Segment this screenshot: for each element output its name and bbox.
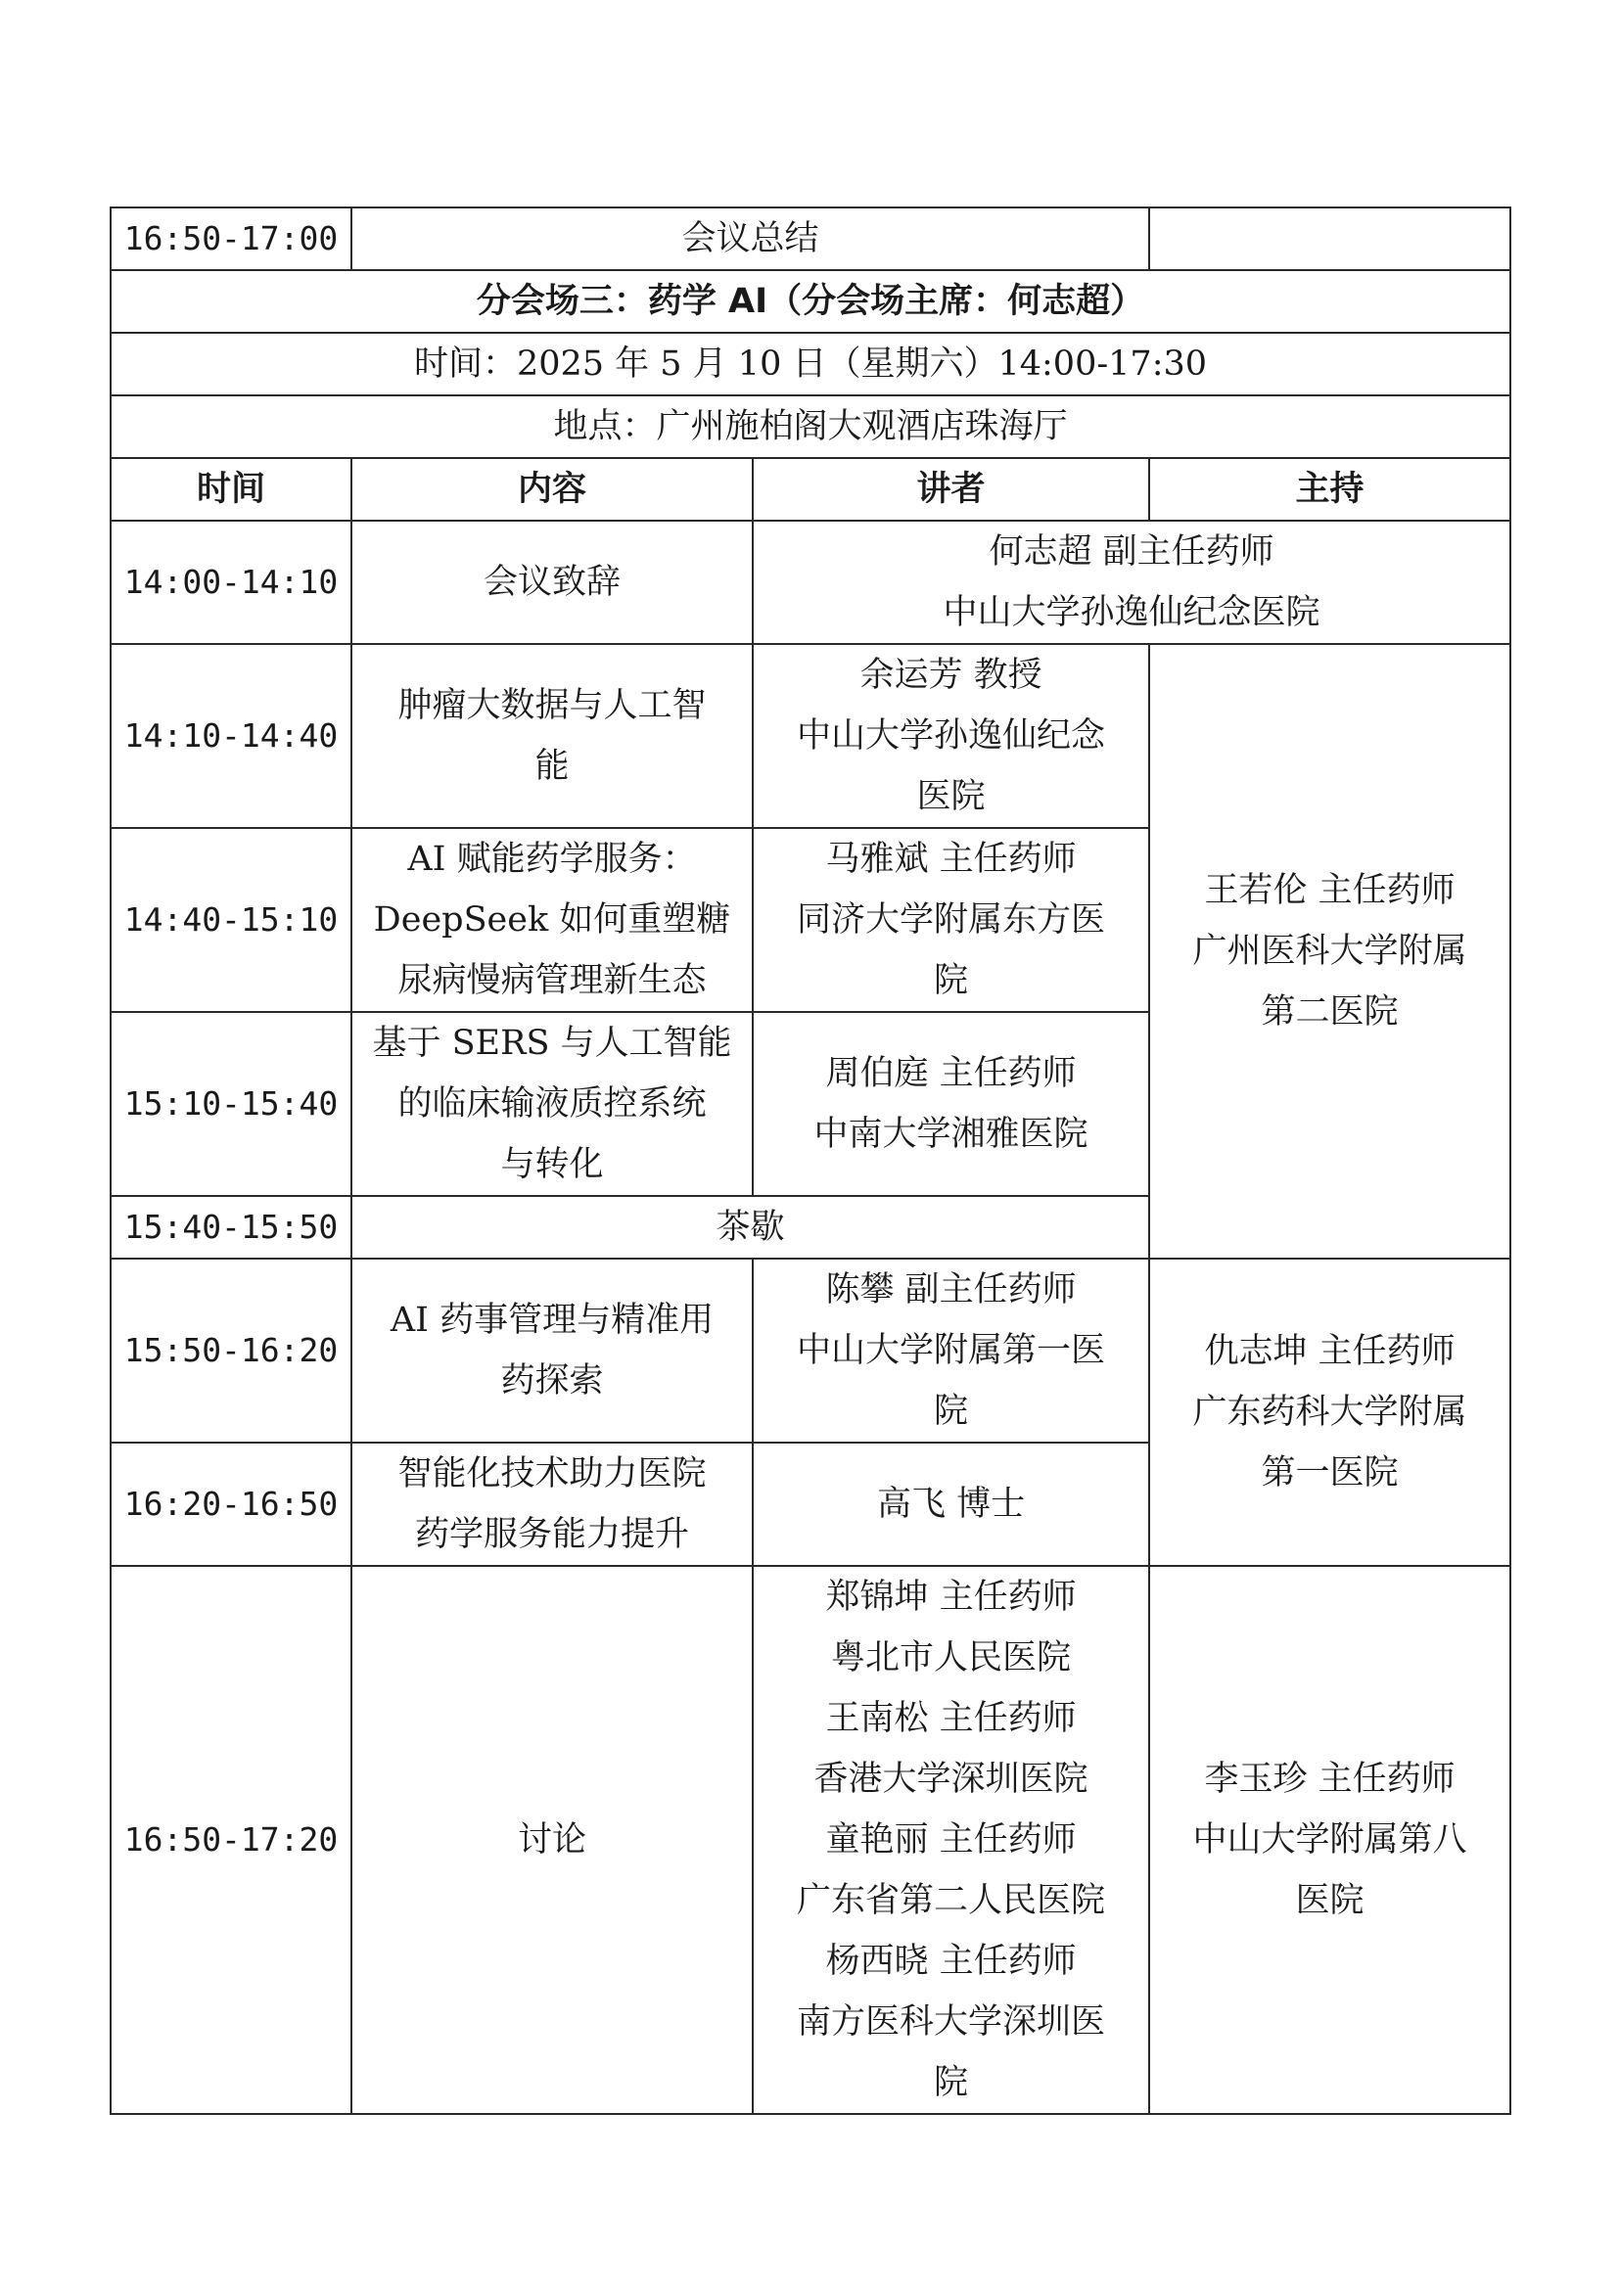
speaker-cell — [753, 1566, 1149, 2114]
speaker-cell — [753, 1443, 1149, 1566]
host-cell — [1149, 207, 1510, 270]
time-cell: 16:50-17:00 — [111, 207, 351, 270]
content-line: 会议致辞 — [483, 563, 621, 602]
speaker-line: 中山大学孙逸仙纪念 — [797, 716, 1106, 756]
host-line: 仇志坤 主任药师 — [1204, 1332, 1456, 1371]
host-line: 广州医科大学附属 — [1192, 932, 1467, 971]
session-venue-row — [111, 395, 1510, 458]
speaker-line: 余运芳 教授 — [859, 656, 1042, 695]
time-cell: 14:00-14:10 — [111, 521, 351, 644]
session-time: 时间：2025 年 5 月 10 日（星期六）14:00-17:30 — [111, 333, 1510, 395]
speaker-cell — [753, 1259, 1149, 1443]
content-line: 基于 SERS 与人工智能 — [372, 1024, 732, 1063]
host-line: 李玉珍 主任药师 — [1204, 1760, 1456, 1799]
speaker-line: 郑锦坤 主任药师 — [825, 1578, 1077, 1617]
content-cell — [351, 644, 753, 828]
speaker-line: 陈攀 副主任药师 — [825, 1270, 1077, 1309]
header-content: 内容 — [351, 458, 753, 521]
break-cell: 茶歇 — [351, 1196, 1149, 1259]
time-cell: 16:20-16:50 — [111, 1443, 351, 1566]
content-cell — [351, 1566, 753, 2114]
table-row — [111, 521, 1510, 644]
table-row — [111, 1566, 1510, 2114]
host-line: 第一医院 — [1261, 1453, 1399, 1492]
content-line: DeepSeek 如何重塑糖 — [373, 900, 731, 940]
speaker-line: 香港大学深圳医院 — [813, 1760, 1088, 1799]
content-line: 药探索 — [500, 1361, 604, 1401]
speaker-line: 医院 — [916, 777, 986, 816]
content-line: 与转化 — [500, 1145, 604, 1184]
host-cell — [1149, 644, 1510, 1259]
host-line: 中山大学附属第八 — [1192, 1820, 1467, 1860]
header-speaker: 讲者 — [753, 458, 1149, 521]
content-line: 能 — [534, 747, 570, 786]
content-cell: 会议总结 — [351, 207, 1149, 270]
header-row — [111, 458, 1510, 521]
speaker-line: 马雅斌 主任药师 — [825, 840, 1077, 879]
time-cell: 15:50-16:20 — [111, 1259, 351, 1443]
content-cell — [351, 828, 753, 1012]
speaker-line: 中南大学湘雅医院 — [813, 1115, 1088, 1154]
speaker-line: 王南松 主任药师 — [825, 1699, 1077, 1738]
speaker-line: 院 — [934, 2063, 969, 2102]
content-cell — [351, 521, 753, 644]
session-venue: 地点：广州施柏阁大观酒店珠海厅 — [111, 395, 1510, 458]
table-row — [111, 207, 1510, 270]
time-cell: 14:10-14:40 — [111, 644, 351, 828]
schedule-table — [110, 207, 1511, 2115]
speaker-cell — [753, 521, 1510, 644]
speaker-line: 南方医科大学深圳医 — [797, 2002, 1106, 2042]
speaker-line: 中山大学附属第一医 — [797, 1331, 1106, 1370]
time-cell: 16:50-17:20 — [111, 1566, 351, 2114]
table-row — [111, 1259, 1510, 1443]
content-cell — [351, 1012, 753, 1196]
speaker-line: 周伯庭 主任药师 — [825, 1054, 1077, 1093]
speaker-line: 粤北市人民医院 — [831, 1638, 1072, 1677]
content-line: 肿瘤大数据与人工智 — [397, 686, 707, 725]
session-title-row — [111, 270, 1510, 333]
table-row — [111, 644, 1510, 828]
speaker-line: 童艳丽 主任药师 — [825, 1820, 1077, 1860]
content-cell — [351, 1443, 753, 1566]
speaker-line: 院 — [934, 961, 969, 1000]
session-time-row — [111, 333, 1510, 395]
time-cell: 14:40-15:10 — [111, 828, 351, 1012]
time-cell: 15:40-15:50 — [111, 1196, 351, 1259]
header-time: 时间 — [111, 458, 351, 521]
speaker-cell — [753, 828, 1149, 1012]
content-line: AI 药事管理与精准用 — [390, 1301, 715, 1340]
host-line: 医院 — [1295, 1881, 1365, 1920]
host-cell — [1149, 1566, 1510, 2114]
speaker-line: 同济大学附属东方医 — [797, 900, 1106, 940]
content-line: 的临床输液质控系统 — [397, 1084, 707, 1124]
speaker-line: 中山大学孙逸仙纪念医院 — [943, 593, 1320, 632]
host-cell — [1149, 1259, 1510, 1566]
speaker-line: 广东省第二人民医院 — [797, 1881, 1106, 1920]
speaker-line: 杨西晓 主任药师 — [825, 1942, 1077, 1981]
speaker-cell — [753, 1012, 1149, 1196]
header-host: 主持 — [1149, 458, 1510, 521]
content-line: 尿病慢病管理新生态 — [397, 961, 707, 1000]
host-line: 广东药科大学附属 — [1192, 1393, 1467, 1432]
content-line: 药学服务能力提升 — [414, 1515, 689, 1554]
content-cell — [351, 1259, 753, 1443]
speaker-cell — [753, 644, 1149, 828]
content-line: AI 赋能药学服务： — [407, 840, 697, 879]
speaker-line: 院 — [934, 1392, 969, 1431]
host-line: 第二医院 — [1261, 992, 1399, 1032]
speaker-line: 高飞 博士 — [876, 1485, 1026, 1524]
speaker-line: 何志超 副主任药师 — [989, 532, 1274, 572]
content-line: 智能化技术助力医院 — [397, 1454, 707, 1493]
host-line: 王若伦 主任药师 — [1204, 871, 1456, 910]
session-title: 分会场三：药学 AI（分会场主席：何志超） — [111, 270, 1510, 333]
content-line: 讨论 — [517, 1820, 586, 1860]
time-cell: 15:10-15:40 — [111, 1012, 351, 1196]
